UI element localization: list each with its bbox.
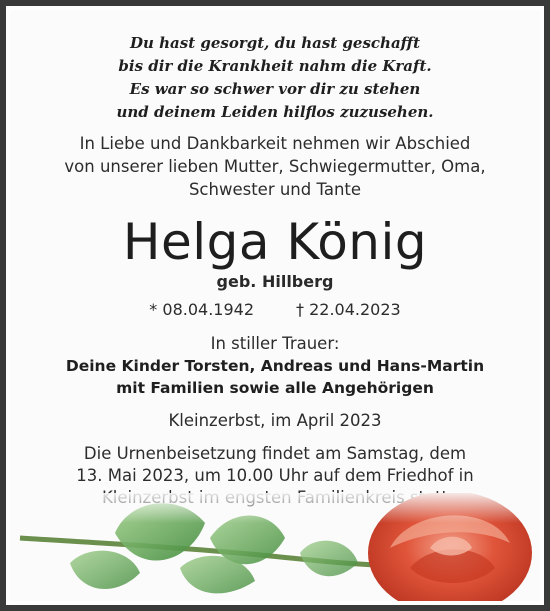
poem-line: und deinem Leiden hilflos zuzusehen. bbox=[116, 103, 434, 121]
rose-leaf bbox=[300, 541, 358, 577]
mourners-line: Deine Kinder Torsten, Andreas und Hans-Martin bbox=[65, 357, 485, 375]
birth-date: * 08.04.1942 bbox=[149, 300, 254, 319]
farewell-intro bbox=[10, 132, 540, 201]
mourners-line: mit Familien sowie alle Angehörigen bbox=[116, 379, 434, 397]
intro-line: In Liebe und Dankbarkeit nehmen wir Abschied bbox=[79, 134, 471, 153]
place-and-date: Kleinzerbst, im April 2023 bbox=[168, 411, 382, 430]
poem-line: Es war so schwer vor dir zu stehen bbox=[129, 80, 421, 98]
death-date: † 22.04.2023 bbox=[296, 300, 401, 319]
intro-line: von unserer lieben Mutter, Schwiegermutter, Oma, bbox=[64, 157, 486, 176]
mourners-list bbox=[10, 355, 540, 399]
memorial-poem bbox=[10, 32, 540, 124]
life-dates bbox=[10, 299, 540, 321]
notice-content bbox=[10, 10, 540, 601]
mourning-label: In stiller Trauer: bbox=[210, 334, 340, 353]
poem-line: bis dir die Krankheit nahm die Kraft. bbox=[118, 57, 432, 75]
deceased-name: Helga König bbox=[122, 213, 428, 271]
burial-line: 13. Mai 2023, um 10.00 Uhr auf dem Friedhof in bbox=[76, 466, 474, 485]
rose-leaf bbox=[70, 551, 140, 589]
intro-line: Schwester und Tante bbox=[188, 180, 362, 199]
rose-illustration bbox=[10, 493, 540, 601]
poem-line: Du hast gesorgt, du hast geschafft bbox=[129, 34, 420, 52]
burial-line: Die Urnenbeisetzung findet am Samstag, dem bbox=[83, 444, 467, 463]
birth-name: geb. Hillberg bbox=[216, 272, 334, 291]
